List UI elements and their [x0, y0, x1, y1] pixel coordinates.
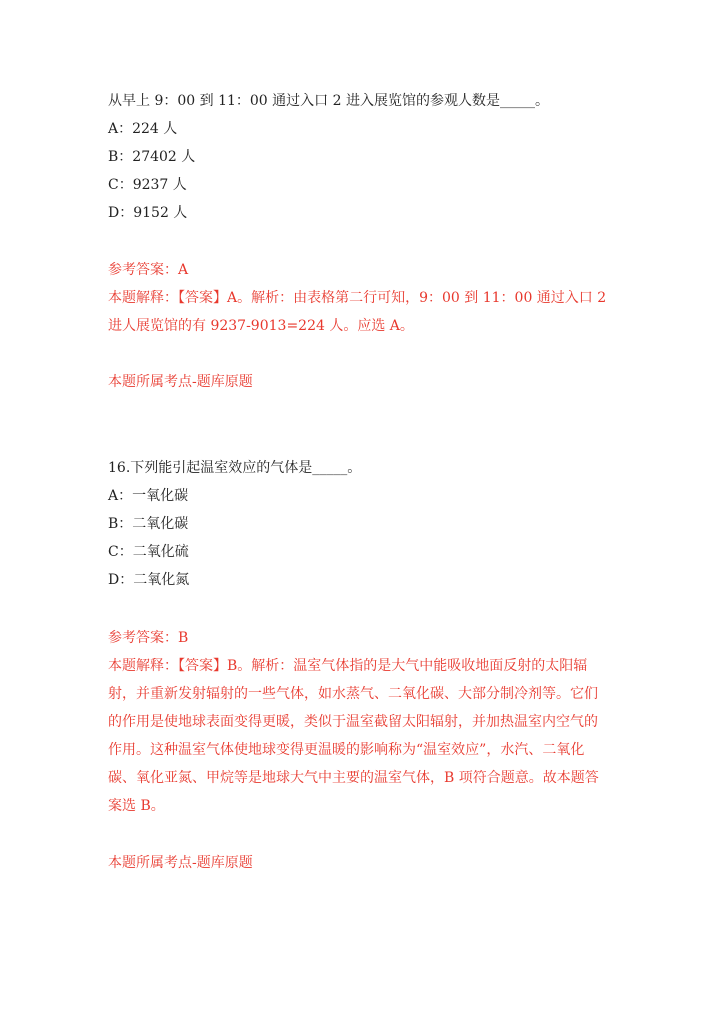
question-1-answer: 参考答案：A — [108, 262, 189, 278]
question-1-source: 本题所属考点-题库原题 — [108, 374, 253, 390]
question-1-option-c: C：9237 人 — [108, 177, 187, 193]
question-2-option-c: C：二氧化硫 — [108, 544, 189, 560]
question-2-option-d: D：二氧化氮 — [108, 572, 190, 588]
question-1-option-a: A：224 人 — [108, 121, 178, 137]
question-2-answer: 参考答案：B — [108, 630, 189, 646]
question-1-stem: 从早上 9：00 到 11：00 通过入口 2 进入展览馆的参观人数是_____。 — [108, 93, 549, 109]
question-1-option-b: B：27402 人 — [108, 149, 196, 165]
question-2-option-b: B：二氧化碳 — [108, 516, 189, 532]
question-2-stem: 16.下列能引起温室效应的气体是_____。 — [108, 460, 362, 476]
question-1-option-d: D：9152 人 — [108, 205, 188, 221]
question-1-explanation: 本题解释：【答案】A。解析：由表格第二行可知，9：00 到 11：00 通过入口 2 进人展览馆的有 9237-9013=224 人。应选 A。 — [108, 290, 607, 334]
question-2-source: 本题所属考点-题库原题 — [108, 855, 253, 871]
question-2-option-a: A：一氧化碳 — [108, 488, 189, 504]
question-2-explanation: 本题解释：【答案】B。解析：温室气体指的是大气中能吸收地面反射的太阳辐射，并重新发射辐射的一些气体，如水蒸气、二氧化碳、大部分制冷剂等。它们的作用是使地球表面变得更暖，类似于温室截留太阳辐射，并加热温室内空气的作用。这种温室气体使地球变得更温暖的影响称为“温室效应”，水汽、二氧化碳、氧化亚氮、甲烷等是地球大气中主要的温室气体，B 项符合题意。故本题答案选 B。 — [108, 658, 599, 814]
